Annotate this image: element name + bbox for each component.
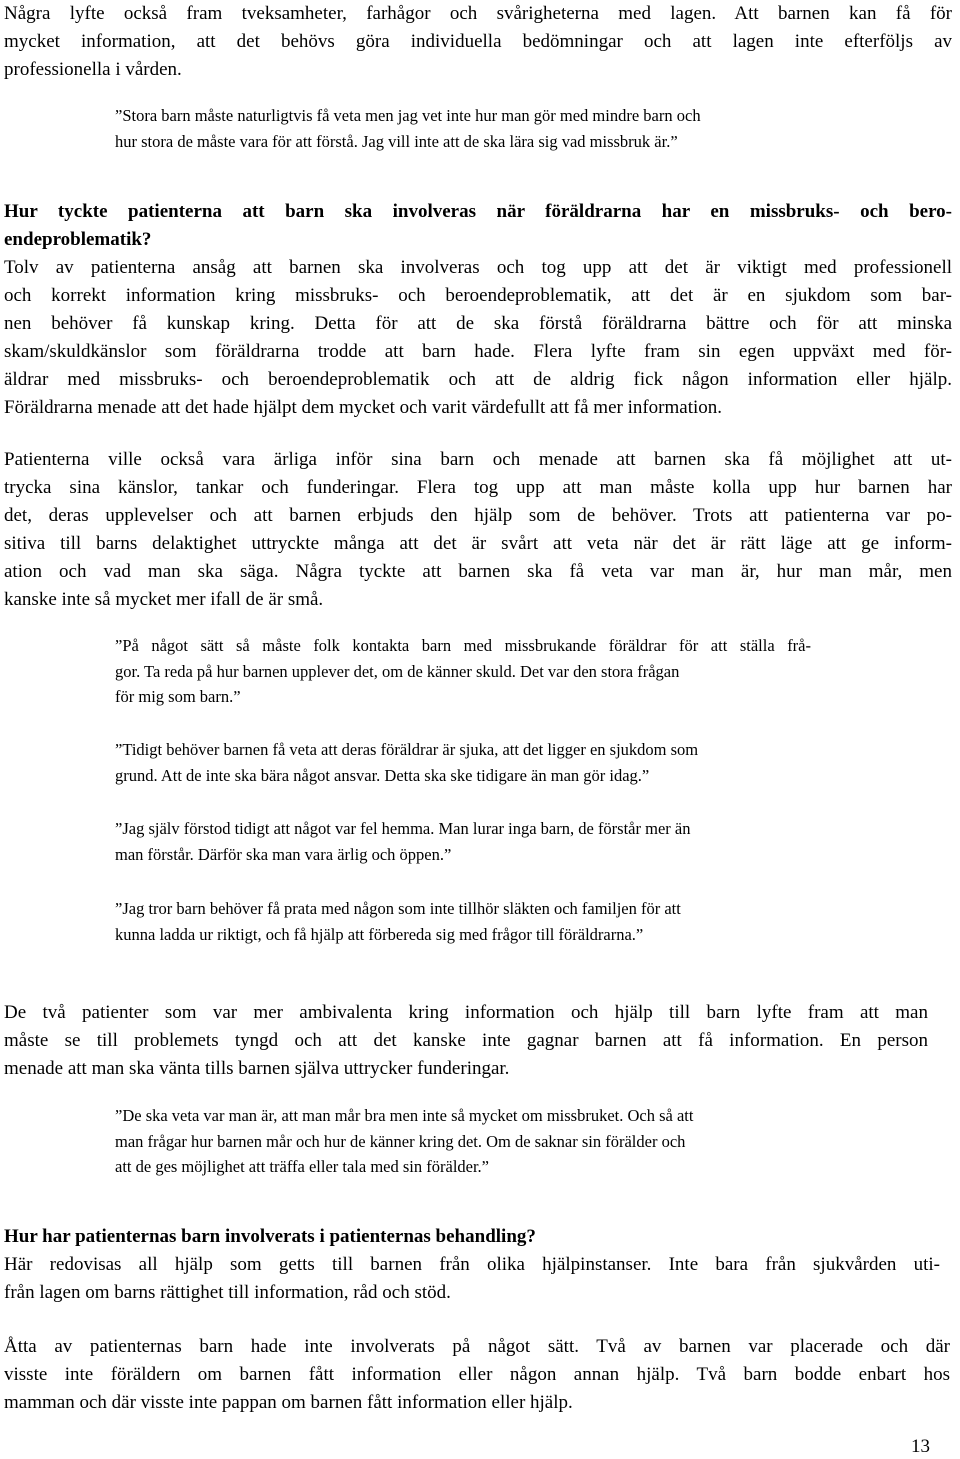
text-line: mycket information, att det behövs göra individuella bedömningar och att lagen inte efterföljs av	[4, 31, 952, 52]
text-line: De två patienter som var mer ambivalenta kring information och hjälp till barn lyfte fram att man	[4, 1002, 928, 1023]
body-paragraph	[4, 446, 952, 614]
text-line: nen behöver få kunskap kring. Detta för att de ska förstå föräldrarna bättre och för att minska	[4, 313, 952, 334]
quote-line: ”Jag själv förstod tidigt att något var fel hemma. Man lurar inga barn, de förstår mer än	[115, 819, 691, 838]
text-line: Åtta av patienternas barn hade inte involverats på något sätt. Två av barnen var placerade och där	[4, 1336, 950, 1357]
text-line: mamman och där visste inte pappan om barnen fått information eller hjälp.	[4, 1392, 573, 1413]
text-line: ation och vad man ska säga. Några tyckte att barnen ska få veta var man är, hur man mår, men	[4, 561, 952, 582]
heading-line: Hur har patienternas barn involverats i patienternas behandling?	[4, 1226, 536, 1247]
text-line: Föräldrarna menade att det hade hjälpt dem mycket och varit värdefullt att få mer information.	[4, 397, 723, 418]
text-line: professionella i vården.	[4, 59, 182, 80]
section-heading	[4, 198, 952, 254]
text-line: skam/skuldkänslor som föräldrarna trodde att barn hade. Flera lyfte fram sin egen uppväxt med för-	[4, 341, 952, 362]
quote-block	[115, 896, 835, 947]
quote-line: ”Stora barn måste naturligtvis få veta men jag vet inte hur man gör med mindre barn och	[115, 106, 701, 125]
body-paragraph	[4, 1333, 950, 1417]
text-line: det, deras upplevelser och att barnen erbjuds den hjälp som de behöver. Trots att patienterna var po-	[4, 505, 952, 526]
body-paragraph	[4, 999, 928, 1083]
quote-line: för mig som barn.”	[115, 687, 241, 706]
quote-block	[115, 103, 835, 154]
text-line: måste se till problemets tyngd och att det kanske inte gagnar barnen att få information. En person	[4, 1030, 928, 1051]
text-line: från lagen om barns rättighet till information, råd och stöd.	[4, 1282, 451, 1303]
quote-line: gor. Ta reda på hur barnen upplever det, om de känner skuld. Det var den stora frågan	[115, 661, 680, 681]
quote-line: ”Jag tror barn behöver få prata med någon som inte tillhör släkten och familjen för att	[115, 899, 681, 918]
section-heading	[4, 1223, 952, 1251]
quote-line: ”De ska veta var man är, att man mår bra men inte så mycket om missbruket. Och så att	[115, 1106, 694, 1125]
body-paragraph	[4, 1251, 940, 1307]
intro-paragraph	[4, 0, 952, 84]
quote-line: man förstår. Därför ska man vara ärlig och öppen.”	[115, 844, 452, 864]
quote-line: kunna ladda ur riktigt, och få hjälp att förbereda sig med frågor till föräldrarna.”	[115, 924, 644, 944]
quote-line: att de ges möjlighet att träffa eller tala med sin förälder.”	[115, 1157, 490, 1176]
heading-line: endeproblematik?	[4, 229, 152, 250]
body-paragraph	[4, 254, 952, 422]
heading-line: Hur tyckte patienterna att barn ska involveras när föräldrarna har en missbruks- och bero-	[4, 201, 952, 222]
quote-line: grund. Att de inte ska bära något ansvar. Detta ska ske tidigare än man gör idag.”	[115, 765, 650, 785]
text-line: äldrar med missbruks- och beroendeproblematik och att de aldrig fick någon information eller hjälp.	[4, 369, 952, 390]
text-line: och korrekt information kring missbruks- och beroendeproblematik, att det är en sjukdom som bar-	[4, 285, 952, 306]
quote-line: hur stora de måste vara för att förstå. Jag vill inte att de ska lära sig vad missbruk är.”	[115, 131, 678, 151]
quote-block	[115, 816, 835, 867]
text-line: Här redovisas all hjälp som getts till barnen från olika hjälpinstanser. Inte bara från sjukvården uti-	[4, 1254, 940, 1275]
text-line: sitiva till barns delaktighet uttryckte många att det är svårt att veta när det är rätt läge att ge inform-	[4, 533, 952, 554]
text-line: visste inte föräldern om barnen fått information eller någon annan hjälp. Två barn bodde enbart hos	[4, 1364, 950, 1385]
text-line: Patienterna ville också vara ärliga inför sina barn och menade att barnen ska få möjlighet att ut-	[4, 449, 952, 470]
text-line: menade att man ska vänta tills barnen själva uttrycker funderingar.	[4, 1058, 510, 1079]
text-line: Tolv av patienterna ansåg att barnen ska involveras och tog upp att det är viktigt med professionell	[4, 257, 952, 278]
text-line: kanske inte så mycket mer ifall de är små.	[4, 589, 324, 610]
quote-block	[115, 737, 835, 788]
quote-block	[115, 633, 811, 710]
page-number: 13	[911, 1436, 930, 1457]
text-line: Några lyfte också fram tveksamheter, farhågor och svårigheterna med lagen. Att barnen kan få för	[4, 3, 952, 24]
quote-line: man frågar hur barnen mår och hur de känner kring det. Om de saknar sin förälder och	[115, 1131, 686, 1151]
quote-block	[115, 1103, 835, 1180]
text-line: trycka sina känslor, tankar och funderingar. Flera tog upp att man måste kolla upp hur barnen har	[4, 477, 952, 498]
quote-line: ”På något sätt så måste folk kontakta barn med missbrukande föräldrar för att ställa frå-	[115, 636, 811, 655]
quote-line: ”Tidigt behöver barnen få veta att deras föräldrar är sjuka, att det ligger en sjukdom som	[115, 740, 699, 759]
